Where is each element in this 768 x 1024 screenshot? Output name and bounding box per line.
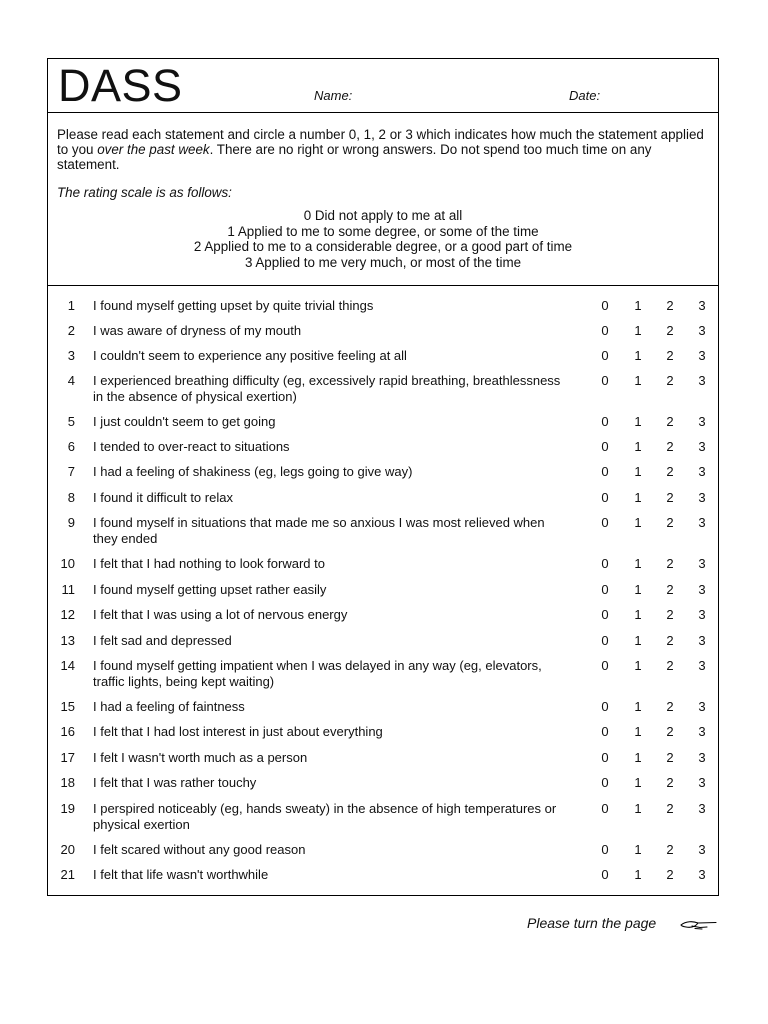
rating-option-3[interactable]: 3 [698, 464, 706, 479]
question-text: I had a feeling of faintness [93, 699, 245, 714]
question-number: 9 [67, 515, 75, 530]
rating-option-3[interactable]: 3 [698, 842, 706, 857]
rating-option-1[interactable]: 1 [634, 801, 642, 816]
question-text: I couldn't seem to experience any positive feeling at all [93, 348, 407, 363]
rating-option-2[interactable]: 2 [666, 490, 674, 505]
question-number: 21 [60, 867, 75, 882]
rating-option-0[interactable]: 0 [601, 515, 609, 530]
form-title: DASS [58, 60, 183, 111]
rating-option-1[interactable]: 1 [634, 582, 642, 597]
question-number: 17 [60, 750, 75, 765]
question-text: I found myself getting upset by quite trivial things [93, 298, 374, 313]
question-text: I felt I wasn't worth much as a person [93, 750, 308, 765]
rating-scale-title: The rating scale is as follows: [57, 185, 232, 200]
instructions-part-1: Please read each statement and circle a number 0, 1, 2 or 3 which indicates how much the statement applied to you [57, 127, 704, 157]
rating-scale-item-3: 3 Applied to me very much, or most of the time [244, 255, 522, 271]
rating-option-3[interactable]: 3 [698, 658, 706, 673]
rating-option-2[interactable]: 2 [666, 633, 674, 648]
rating-option-0[interactable]: 0 [601, 867, 609, 882]
rating-option-0[interactable]: 0 [601, 348, 609, 363]
rating-option-0[interactable]: 0 [601, 582, 609, 597]
question-text: I perspired noticeably (eg, hands sweaty) in the absence of high temperatures or physical exertion [93, 801, 557, 832]
rating-option-0[interactable]: 0 [601, 699, 609, 714]
question-number: 8 [67, 490, 75, 505]
rating-option-2[interactable]: 2 [666, 348, 674, 363]
question-text: I felt that life wasn't worthwhile [93, 867, 269, 882]
rating-option-3[interactable]: 3 [698, 801, 706, 816]
rating-option-3[interactable]: 3 [698, 556, 706, 571]
rating-option-2[interactable]: 2 [666, 414, 674, 429]
rating-option-2[interactable]: 2 [666, 658, 674, 673]
instructions-emphasis: over the past week [97, 142, 210, 157]
rating-scale-item-1: 1 Applied to me to some degree, or some of the time [227, 223, 539, 239]
rating-option-2[interactable]: 2 [666, 724, 674, 739]
question-text: I found myself getting upset rather easily [93, 582, 327, 597]
rating-option-0[interactable]: 0 [601, 556, 609, 571]
rating-option-1[interactable]: 1 [634, 348, 642, 363]
dass-form [47, 58, 719, 896]
question-number: 10 [60, 556, 75, 571]
rating-option-2[interactable]: 2 [666, 323, 674, 338]
question-text: I found myself in situations that made me so anxious I was most relieved when they ended [93, 515, 545, 546]
turn-page-note: Please turn the page [527, 915, 657, 931]
rating-scale [48, 208, 718, 271]
rating-option-1[interactable]: 1 [634, 658, 642, 673]
rating-option-2[interactable]: 2 [666, 607, 674, 622]
rating-option-0[interactable]: 0 [601, 633, 609, 648]
rating-option-1[interactable]: 1 [634, 490, 642, 505]
question-number: 11 [61, 582, 75, 597]
rating-option-3[interactable]: 3 [698, 582, 706, 597]
rating-option-1[interactable]: 1 [634, 439, 642, 454]
rating-option-3[interactable]: 3 [698, 724, 706, 739]
question-text: I felt that I had lost interest in just about everything [93, 724, 383, 739]
rating-option-3[interactable]: 3 [698, 699, 706, 714]
rating-option-0[interactable]: 0 [601, 801, 609, 816]
rating-option-3[interactable]: 3 [698, 750, 706, 765]
question-number: 3 [67, 348, 75, 363]
rating-option-2[interactable]: 2 [666, 842, 674, 857]
question-number: 19 [60, 801, 75, 816]
rating-option-2[interactable]: 2 [666, 298, 674, 313]
rating-option-2[interactable]: 2 [666, 775, 674, 790]
rating-option-3[interactable]: 3 [698, 515, 706, 530]
rating-option-1[interactable]: 1 [634, 867, 642, 882]
rating-option-1[interactable]: 1 [634, 775, 642, 790]
question-text: I felt that I had nothing to look forward to [93, 556, 325, 571]
question-text: I felt scared without any good reason [93, 842, 306, 857]
rating-option-1[interactable]: 1 [634, 724, 642, 739]
rating-option-3[interactable]: 3 [698, 775, 706, 790]
rating-option-0[interactable]: 0 [601, 323, 609, 338]
rating-option-2[interactable]: 2 [666, 750, 674, 765]
question-text: I was aware of dryness of my mouth [93, 323, 302, 338]
rating-option-1[interactable]: 1 [634, 464, 642, 479]
question-number: 4 [67, 373, 75, 388]
rating-option-3[interactable]: 3 [698, 867, 706, 882]
rating-option-0[interactable]: 0 [601, 842, 609, 857]
question-number: 16 [60, 724, 75, 739]
question-text: I tended to over-react to situations [93, 439, 290, 454]
rating-option-2[interactable]: 2 [666, 556, 674, 571]
rating-option-2[interactable]: 2 [666, 801, 674, 816]
question-number: 7 [67, 464, 75, 479]
rating-option-0[interactable]: 0 [601, 373, 609, 388]
rating-option-2[interactable]: 2 [666, 515, 674, 530]
rating-option-1[interactable]: 1 [634, 515, 642, 530]
rating-option-3[interactable]: 3 [698, 373, 706, 388]
rating-option-0[interactable]: 0 [601, 464, 609, 479]
rating-option-1[interactable]: 1 [634, 607, 642, 622]
form-header [48, 59, 718, 113]
instructions-part-2: . There are no right or wrong answers. Do not spend too much time on any statement. [57, 142, 652, 172]
rating-option-2[interactable]: 2 [666, 582, 674, 597]
rating-option-0[interactable]: 0 [601, 607, 609, 622]
question-number: 18 [60, 775, 75, 790]
rating-option-3[interactable]: 3 [698, 298, 706, 313]
rating-option-1[interactable]: 1 [634, 842, 642, 857]
question-number: 15 [60, 699, 75, 714]
rating-option-0[interactable]: 0 [601, 658, 609, 673]
rating-option-0[interactable]: 0 [601, 750, 609, 765]
instructions-section [48, 112, 718, 286]
rating-option-1[interactable]: 1 [634, 414, 642, 429]
rating-option-1[interactable]: 1 [634, 298, 642, 313]
rating-scale-item-2: 2 Applied to me to a considerable degree, or a good part of time [193, 239, 573, 255]
rating-option-3[interactable]: 3 [698, 323, 706, 338]
rating-option-1[interactable]: 1 [634, 373, 642, 388]
question-text: I found myself getting impatient when I was delayed in any way (eg, elevators, traffic lights, being kept waiting) [93, 658, 542, 689]
rating-scale-item-0: 0 Did not apply to me at all [303, 208, 463, 223]
date-field-label: Date: [569, 88, 601, 103]
question-text: I felt that I was rather touchy [93, 775, 257, 790]
question-text: I experienced breathing difficulty (eg, excessively rapid breathing, breathlessness in the absence of physical exertion) [93, 373, 561, 404]
question-number: 13 [60, 633, 75, 648]
rating-option-0[interactable]: 0 [601, 775, 609, 790]
rating-option-0[interactable]: 0 [601, 490, 609, 505]
question-text: I felt that I was using a lot of nervous energy [93, 607, 348, 622]
rating-option-0[interactable]: 0 [601, 414, 609, 429]
rating-option-2[interactable]: 2 [666, 867, 674, 882]
question-number: 14 [60, 658, 75, 673]
rating-option-1[interactable]: 1 [634, 633, 642, 648]
rating-option-1[interactable]: 1 [634, 323, 642, 338]
question-text: I found it difficult to relax [93, 490, 233, 505]
pointing-hand-icon [680, 917, 718, 931]
rating-option-3[interactable]: 3 [698, 633, 706, 648]
rating-option-3[interactable]: 3 [698, 490, 706, 505]
question-number: 12 [60, 607, 75, 622]
rating-option-2[interactable]: 2 [666, 373, 674, 388]
rating-option-3[interactable]: 3 [698, 607, 706, 622]
question-number: 5 [67, 414, 75, 429]
name-field-label: Name: [314, 88, 353, 103]
rating-option-1[interactable]: 1 [634, 699, 642, 714]
rating-option-0[interactable]: 0 [601, 298, 609, 313]
rating-option-3[interactable]: 3 [698, 439, 706, 454]
question-text: I had a feeling of shakiness (eg, legs going to give way) [93, 464, 413, 479]
rating-option-3[interactable]: 3 [698, 348, 706, 363]
rating-option-1[interactable]: 1 [634, 556, 642, 571]
rating-option-0[interactable]: 0 [601, 724, 609, 739]
rating-option-3[interactable]: 3 [698, 414, 706, 429]
rating-option-2[interactable]: 2 [666, 464, 674, 479]
rating-option-2[interactable]: 2 [666, 699, 674, 714]
question-number: 20 [60, 842, 75, 857]
question-text: I just couldn't seem to get going [93, 414, 276, 429]
rating-option-0[interactable]: 0 [601, 439, 609, 454]
instructions-text [57, 127, 713, 172]
question-number: 6 [67, 439, 75, 454]
question-text: I felt sad and depressed [93, 633, 232, 648]
rating-option-2[interactable]: 2 [666, 439, 674, 454]
rating-option-1[interactable]: 1 [634, 750, 642, 765]
question-number: 2 [67, 323, 75, 338]
question-number: 1 [67, 298, 75, 313]
